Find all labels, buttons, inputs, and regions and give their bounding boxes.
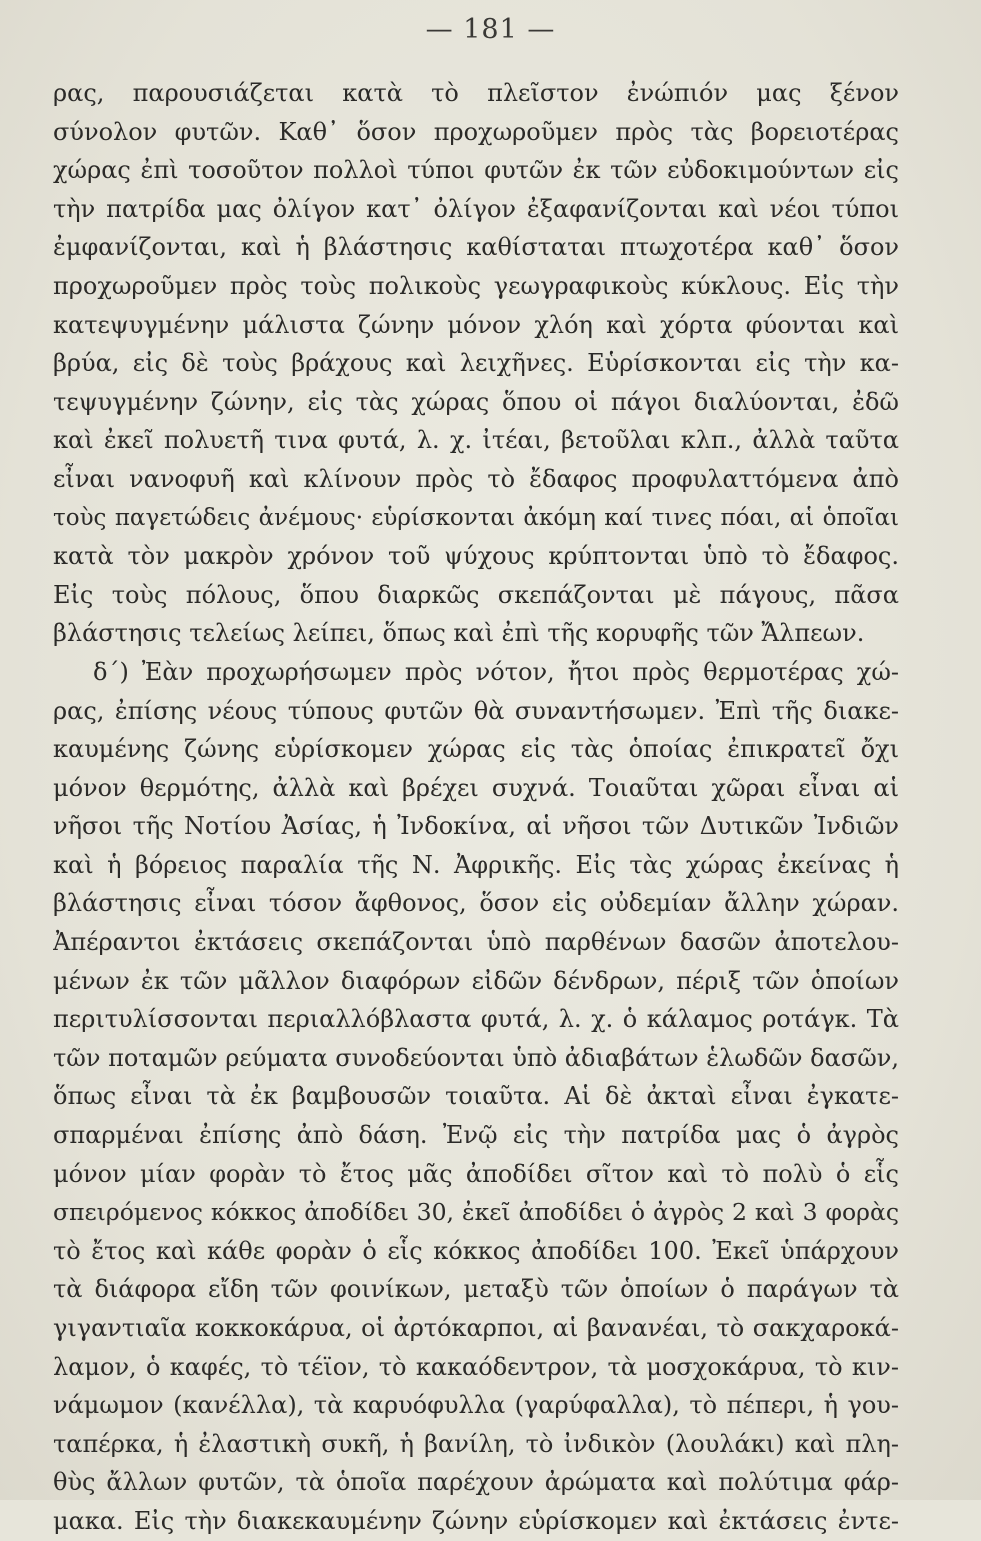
text-line: ρας, παρουσιάζεται κατὰ τὸ πλεῖστον ἐνώπιόν μας ξένον bbox=[53, 79, 899, 107]
text-line: ταπέρκα, ἡ ἐλαστικὴ συκῆ, ἡ βανίλη, τὸ ἰνδικὸν (λουλάκι) καὶ πλη- bbox=[53, 1429, 899, 1458]
text-line: Εἰς τοὺς πόλους, ὅπου διαρκῶς σκεπάζονται μὲ πάγους, πᾶσα bbox=[53, 580, 899, 609]
text-line: τοὺς παγετώδεις ἀνέμους· εὑρίσκονται ἀκόμη καί τινες πόαι, αἱ ὁποῖαι bbox=[53, 504, 899, 531]
text-line: μόνον μίαν φορὰν τὸ ἔτος μᾶς ἀποδίδει σῖτον καὶ τὸ πολὺ ὁ εἷς bbox=[53, 1159, 899, 1188]
text-line: Ἀπέραντοι ἐκτάσεις σκεπάζονται ὑπὸ παρθένων δασῶν ἀποτελου- bbox=[53, 928, 899, 957]
text-line: τὸ ἔτος καὶ κάθε φορὰν ὁ εἷς κόκκος ἀποδίδει 100. Ἐκεῖ ὑπάρχουν bbox=[53, 1236, 899, 1265]
text-line: σπαρμέναι ἐπίσης ἀπὸ δάση. Ἐνῷ εἰς τὴν πατρίδα μας ὁ ἀγρὸς bbox=[53, 1121, 899, 1150]
text-line: γιγαντιαῖα κοκκοκάρυα, οἱ ἀρτόκαρποι, αἱ βανανέαι, τὸ σακχαροκά- bbox=[53, 1314, 899, 1342]
text-line: προχωροῦμεν πρὸς τοὺς πολικοὺς γεωγραφικοὺς κύκλους. Εἰς τὴν bbox=[53, 271, 899, 300]
text-line: βλάστησις τελείως λείπει, ὅπως καὶ ἐπὶ τῆς κορυφῆς τῶν Ἄλπεων. bbox=[53, 619, 865, 648]
text-line: μένων ἐκ τῶν μᾶλλον διαφόρων εἰδῶν δένδρων, πέριξ τῶν ὁποίων bbox=[53, 966, 899, 995]
text-line: νάμωμον (κανέλλα), τὰ καρυόφυλλα (γαρύφαλλα), τὸ πέπερι, ἡ γου- bbox=[53, 1391, 899, 1420]
text-line: λαμον, ὁ καφές, τὸ τέϊον, τὸ κακαόδεντρον, τὰ μοσχοκάρυα, τὸ κιν- bbox=[53, 1352, 899, 1381]
text-line: κατὰ τὸν μακρὸν χρόνον τοῦ ψύχους κρύπτονται ὑπὸ τὸ ἔδαφος. bbox=[53, 542, 899, 571]
text-line: σύνολον φυτῶν. Καθ᾿ ὅσον προχωροῦμεν πρὸς τὰς βορειοτέρας bbox=[53, 117, 899, 146]
text-line: ρας, ἐπίσης νέους τύπους φυτῶν θὰ συναντήσωμεν. Ἐπὶ τῆς διακε- bbox=[53, 696, 899, 725]
text-line: τὴν πατρίδα μας ὀλίγον κατ᾿ ὀλίγον ἐξαφανίζονται καὶ νέοι τύποι bbox=[53, 194, 899, 223]
text-line: τεψυγμένην ζώνην, εἰς τὰς χώρας ὅπου οἱ πάγοι διαλύονται, ἐδῶ bbox=[53, 387, 899, 416]
text-line: καὶ ἐκεῖ πολυετῆ τινα φυτά, λ. χ. ἰτέαι, βετοῦλαι κλπ., ἀλλὰ ταῦτα bbox=[53, 426, 899, 455]
text-line: τῶν ποταμῶν ρεύματα συνοδεύονται ὑπὸ ἀδιαβάτων ἑλωδῶν δασῶν, bbox=[53, 1043, 899, 1072]
text-line: καὶ ἡ βόρειος παραλία τῆς Ν. Ἀφρικῆς. Εἰς τὰς χώρας ἐκείνας ἡ bbox=[53, 850, 899, 879]
text-line: ἐμφανίζονται, καὶ ἡ βλάστησις καθίσταται πτωχοτέρα καθ᾿ ὅσον bbox=[53, 233, 899, 262]
page-number: — 181 — bbox=[425, 14, 556, 45]
text-line: βλάστησις εἶναι τόσον ἄφθονος, ὅσον εἰς οὐδεμίαν ἄλλην χώραν. bbox=[53, 889, 899, 918]
text-line: εἶναι νανοφυῆ καὶ κλίνουν πρὸς τὸ ἔδαφος προφυλαττόμενα ἀπὸ bbox=[53, 464, 899, 493]
text-line: θὺς ἄλλων φυτῶν, τὰ ὁποῖα παρέχουν ἀρώματα καὶ πολύτιμα φάρ- bbox=[53, 1468, 899, 1497]
text-line: τὰ διάφορα εἴδη τῶν φοινίκων, μεταξὺ τῶν ὁποίων ὁ παράγων τὰ bbox=[53, 1275, 899, 1304]
text-line: μακα. Εἰς τὴν διακεκαυμένην ζώνην εὑρίσκομεν καὶ ἐκτάσεις ἐντε- bbox=[53, 1506, 899, 1535]
text-line: σπειρόμενος κόκκος ἀποδίδει 30, ἐκεῖ ἀποδίδει ὁ ἀγρὸς 2 καὶ 3 φορὰς bbox=[53, 1198, 899, 1227]
text-line: ὅπως εἶναι τὰ ἐκ βαμβουσῶν τοιαῦτα. Αἱ δὲ ἀκταὶ εἶναι ἐγκατε- bbox=[53, 1082, 899, 1111]
text-line: νῆσοι τῆς Νοτίου Ἀσίας, ἡ Ἰνδοκίνα, αἱ νῆσοι τῶν Δυτικῶν Ἰνδιῶν bbox=[53, 812, 899, 841]
text-line: περιτυλίσσονται περιαλλόβλαστα φυτά, λ. χ. ὁ κάλαμος ροτάγκ. Τὰ bbox=[53, 1005, 899, 1034]
body-text bbox=[53, 74, 899, 1541]
text-line: μόνον θερμότης, ἀλλὰ καὶ βρέχει συχνά. Τοιαῦται χῶραι εἶναι αἱ bbox=[53, 773, 899, 802]
text-line: καυμένης ζώνης εὑρίσκομεν χώρας εἰς τὰς ὁποίας ἐπικρατεῖ ὄχι bbox=[53, 735, 899, 764]
text-line: κατεψυγμένην μάλιστα ζώνην μόνον χλόη καὶ χόρτα φύονται καὶ bbox=[53, 310, 899, 339]
text-line: δ´) Ἐὰν προχωρήσωμεν πρὸς νότον, ἤτοι πρὸς θερμοτέρας χώ- bbox=[93, 657, 899, 686]
text-line: χώρας ἐπὶ τοσοῦτον πολλοὶ τύποι φυτῶν ἐκ τῶν εὐδοκιμούντων εἰς bbox=[53, 156, 899, 185]
text-line: βρύα, εἰς δὲ τοὺς βράχους καὶ λειχῆνες. Εὑρίσκονται εἰς τὴν κα- bbox=[53, 349, 899, 378]
